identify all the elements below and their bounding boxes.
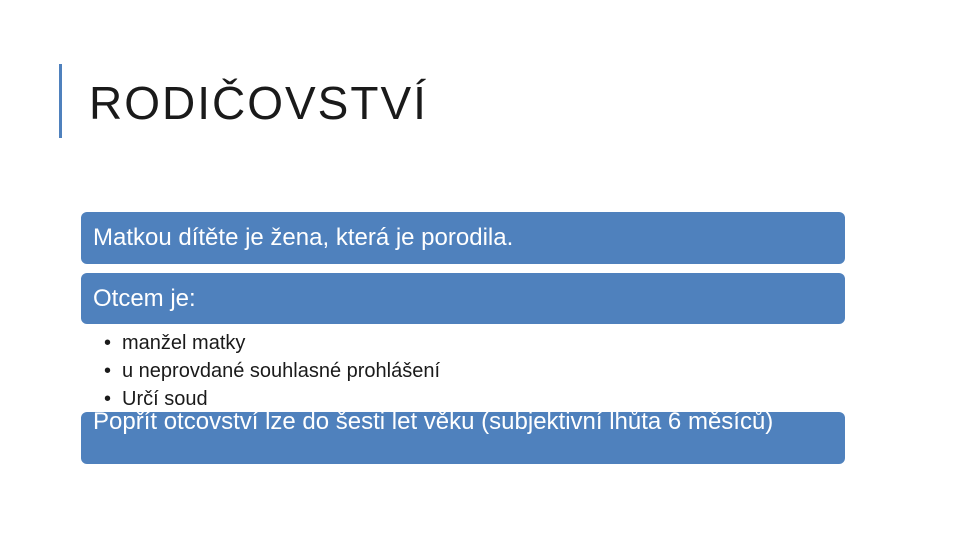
bullet-text: Určí soud — [122, 388, 208, 410]
father-bullet-list — [104, 329, 440, 413]
bullet-item — [104, 329, 440, 357]
bullet-item — [104, 357, 440, 385]
bullet-text: manžel matky — [122, 332, 246, 354]
statement-text-denial: Popřít otcovství lze do šesti let věku (subjektivní lhůta 6 měsíců) — [93, 408, 774, 435]
title-accent-bar — [59, 64, 62, 138]
slide-title: RODIČOVSTVÍ — [89, 77, 428, 129]
bullet-text: u neprovdané souhlasné prohlášení — [122, 360, 441, 382]
bullet-icon: • — [104, 388, 112, 410]
bullet-icon: • — [104, 360, 112, 382]
bullet-icon: • — [104, 332, 112, 354]
statement-text-mother: Matkou dítěte je žena, která je porodila. — [93, 224, 514, 251]
statement-box-mother — [81, 212, 845, 264]
statement-box-denial — [81, 408, 845, 464]
statement-box-father — [81, 273, 845, 324]
statement-text-father: Otcem je: — [93, 285, 196, 312]
